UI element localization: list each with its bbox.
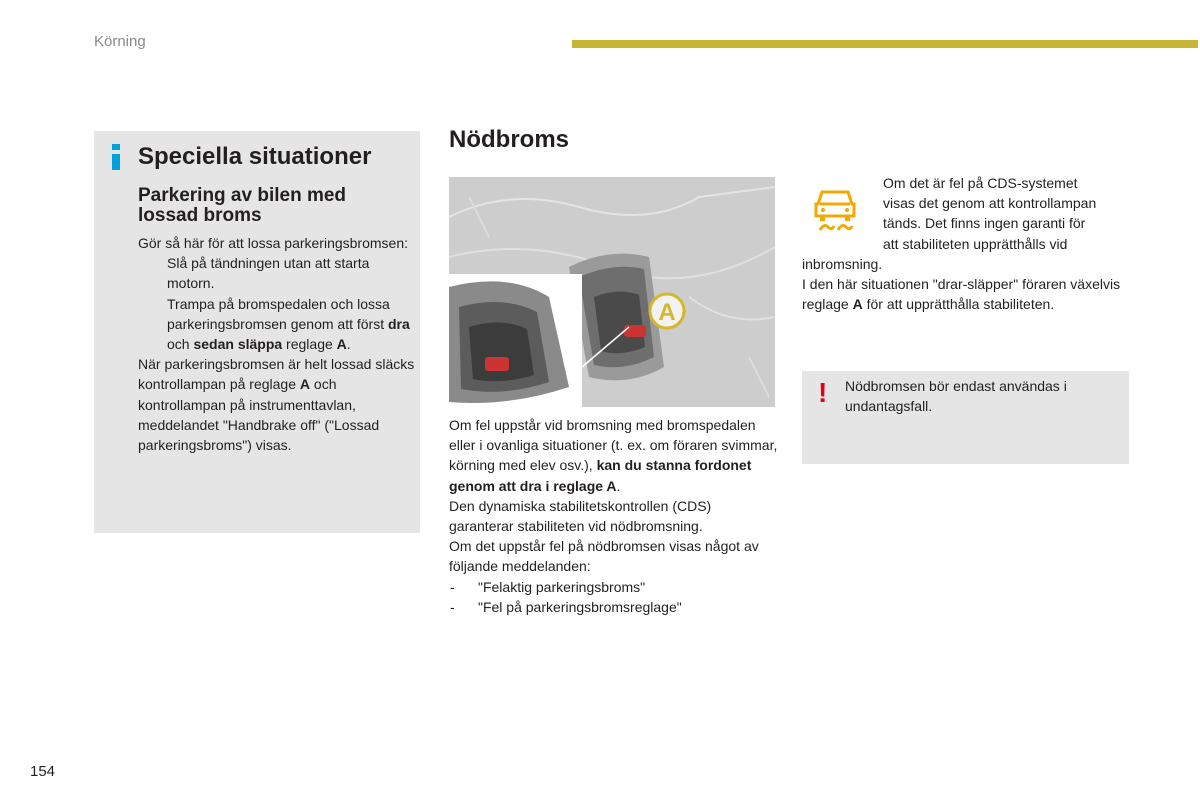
list-item: Trampa på bromspedalen och lossa parkeringsbromsen genom att först dra och sedan släppa reglage A.	[167, 295, 410, 353]
main-paragraph: Om fel uppstår vid bromsning med bromspedalen eller i ovanliga situationer (t. ex. om föraren svimmar, körning med elev osv.), kan du stanna fordonet genom att dra i reglage A.	[449, 417, 778, 494]
warning-text: Nödbromsen bör endast användas i undantagsfall.	[845, 378, 1067, 415]
cds-paragraph: I den här situationen "drar-släpper" föraren växelvis reglage A för att upprätthålla stabiliteten.	[802, 276, 1121, 313]
info-box-title: Speciella situationer	[138, 143, 372, 170]
list-item: - "Fel på parkeringsbromsreglage"	[450, 598, 682, 615]
figure-label-a: A	[658, 299, 676, 326]
main-body	[449, 415, 779, 617]
page-number: 154	[30, 763, 56, 780]
header-rule	[572, 40, 1198, 48]
section-header: Körning	[94, 33, 146, 50]
cds-description: Om det är fel på CDS-systemet visas det genom att kontrollampan tänds. Det finns ingen garanti för att stabiliteten upprätthålls vid inbromsning. I den här situationen "drar-släpper" föraren växelvis reglage A för att upprätthålla stabiliteten.	[802, 173, 1128, 314]
exclamation-icon: !	[818, 377, 828, 408]
parking-brake-illustration	[449, 177, 775, 407]
info-icon	[109, 144, 123, 170]
section-title: Nödbroms	[449, 126, 569, 153]
list-item: - "Felaktig parkeringsbroms"	[450, 578, 646, 595]
info-box-body	[138, 233, 418, 455]
main-paragraph: Om det uppstår fel på nödbromsen visas något av följande meddelanden:	[449, 538, 759, 575]
warning-box	[802, 371, 1129, 464]
main-paragraph: Den dynamiska stabilitetskontrollen (CDS) garanterar stabiliteten vid nödbromsning.	[449, 497, 712, 535]
info-box-subtitle: Parkering av bilen med lossad broms	[138, 185, 347, 226]
info-paragraph: När parkeringsbromsen är helt lossad släcks kontrollampan på reglage A och kontrollampan på instrumenttavlan, meddelandet "Handbrake off" ("Lossad parkeringsbroms") visas.	[138, 356, 415, 454]
list-item: Slå på tändningen utan att starta motorn.	[167, 255, 370, 292]
info-intro: Gör så här för att lossa parkeringsbromsen:	[138, 235, 409, 251]
info-box	[94, 131, 420, 533]
